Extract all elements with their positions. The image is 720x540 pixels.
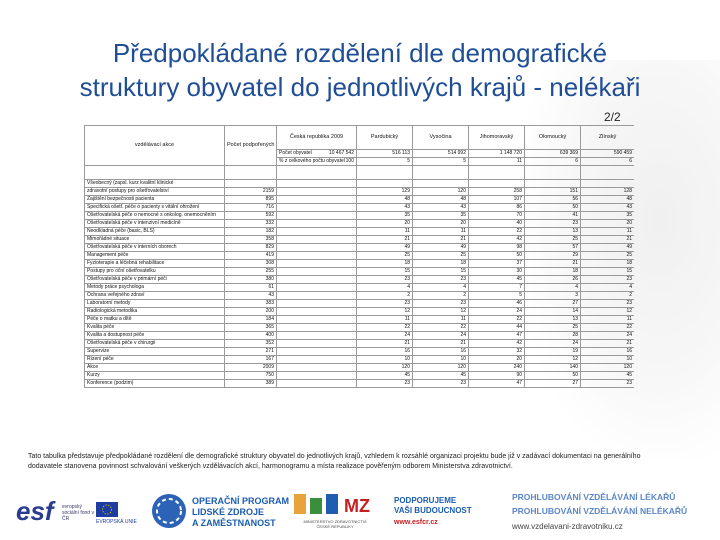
table-row bbox=[85, 292, 635, 300]
table-row bbox=[85, 236, 635, 244]
region-value-cell: 22 bbox=[469, 316, 525, 324]
cr-cell bbox=[277, 260, 357, 268]
esf-logo bbox=[14, 494, 58, 535]
cr-cell bbox=[277, 348, 357, 356]
population-cell: 1 148 720 bbox=[469, 150, 525, 158]
region-value-cell: 25 bbox=[525, 324, 581, 332]
region-value-cell: 13 bbox=[525, 228, 581, 236]
region-value-cell: 35 bbox=[581, 212, 635, 220]
cr-cell bbox=[277, 268, 357, 276]
esf-logo-icon bbox=[14, 494, 58, 530]
region-value-cell: 12 bbox=[581, 308, 635, 316]
region-value-cell: 43 bbox=[413, 204, 469, 212]
cr-cell bbox=[277, 236, 357, 244]
region-value-cell: 47 bbox=[469, 332, 525, 340]
share-cell: 6 bbox=[581, 158, 635, 166]
region-value-cell bbox=[525, 180, 581, 188]
population-cell: 590 459 bbox=[581, 150, 635, 158]
count-cell: 365 bbox=[225, 324, 277, 332]
table-row bbox=[85, 212, 635, 220]
cr-cell bbox=[277, 252, 357, 260]
region-value-cell: 151 bbox=[525, 188, 581, 196]
course-name-cell: Ošetřovatelská péče v chirurgii bbox=[85, 340, 225, 348]
region-value-cell: 49 bbox=[581, 244, 635, 252]
count-cell: 419 bbox=[225, 252, 277, 260]
region-value-cell: 240 bbox=[469, 364, 525, 372]
count-cell: 383 bbox=[225, 300, 277, 308]
header-region: Vysočina bbox=[413, 126, 469, 150]
table-row bbox=[85, 316, 635, 324]
region-value-cell: 15 bbox=[581, 268, 635, 276]
share-cell: 5 bbox=[357, 158, 413, 166]
region-value-cell: 120 bbox=[581, 364, 635, 372]
region-value-cell: 25 bbox=[357, 252, 413, 260]
table-footnote: Tato tabulka představuje předpokládané rozdělení dle demografické struktury obyvatel do jednotlivých krajů, vzhledem k rozsáhlé organizaci projektu bude již v zadávací dokumentaci na generálního dodavatele stanovena povinnost schvalování veškerých vzdělávacích akcí, harmonogramu a místa realizace pověřeným odborem Ministerstva zdravotnictví. bbox=[28, 453, 641, 470]
cr-cell bbox=[277, 324, 357, 332]
cr-cell bbox=[277, 316, 357, 324]
region-value-cell: 129 bbox=[357, 188, 413, 196]
header-region: Zlínský bbox=[581, 126, 635, 150]
cr-cell bbox=[277, 308, 357, 316]
region-value-cell: 10 bbox=[413, 356, 469, 364]
region-value-cell: 48 bbox=[413, 196, 469, 204]
region-value-cell: 24 bbox=[469, 308, 525, 316]
count-cell: 895 bbox=[225, 196, 277, 204]
cr-cell bbox=[277, 212, 357, 220]
region-value-cell: 21 bbox=[525, 260, 581, 268]
region-value-cell: 12 bbox=[413, 308, 469, 316]
region-value-cell: 20 bbox=[581, 220, 635, 228]
table-row bbox=[85, 220, 635, 228]
share-cr: % z celkového počtu obyvatel 100 bbox=[277, 158, 357, 166]
region-value-cell: 11 bbox=[357, 316, 413, 324]
region-value-cell: 25 bbox=[525, 236, 581, 244]
region-value-cell: 21 bbox=[357, 236, 413, 244]
course-name-cell: Metody práce psychologa bbox=[85, 284, 225, 292]
region-value-cell: 18 bbox=[581, 260, 635, 268]
region-value-cell: 107 bbox=[469, 196, 525, 204]
header-region: Olomoucký bbox=[525, 126, 581, 150]
course-name-cell: Kurzy bbox=[85, 372, 225, 380]
region-value-cell: 86 bbox=[469, 204, 525, 212]
region-value-cell: 4 bbox=[357, 284, 413, 292]
region-value-cell: 43 bbox=[357, 204, 413, 212]
share-cell: 11 bbox=[469, 158, 525, 166]
support-url: www.esfcr.cz bbox=[394, 519, 438, 526]
region-value-cell: 28 bbox=[525, 332, 581, 340]
course-name-cell: Ochrana veřejného zdraví bbox=[85, 292, 225, 300]
cr-cell bbox=[277, 228, 357, 236]
count-cell: 255 bbox=[225, 268, 277, 276]
count-cell: 43 bbox=[225, 292, 277, 300]
count-cell: 200 bbox=[225, 308, 277, 316]
header-course: vzdělávací akce bbox=[85, 126, 225, 166]
table-header-row bbox=[85, 126, 635, 150]
region-value-cell: 35 bbox=[413, 212, 469, 220]
op-program-text: OPERAČNÍ PROGRAM LIDSKÉ ZDROJE A ZAMĚSTNANOST bbox=[192, 496, 290, 528]
eu-caption: EVROPSKÁ UNIE bbox=[96, 519, 137, 525]
cr-cell bbox=[277, 188, 357, 196]
region-value-cell: 45 bbox=[357, 372, 413, 380]
region-value-cell: 21 bbox=[357, 340, 413, 348]
region-value-cell: 10 bbox=[581, 356, 635, 364]
region-value-cell: 26 bbox=[525, 276, 581, 284]
region-value-cell: 7 bbox=[469, 284, 525, 292]
table-row bbox=[85, 364, 635, 372]
share-cell: 6 bbox=[525, 158, 581, 166]
table-row bbox=[85, 252, 635, 260]
svg-text:esf: esf bbox=[16, 496, 54, 526]
region-value-cell: 24 bbox=[525, 340, 581, 348]
region-value-cell: 2 bbox=[357, 292, 413, 300]
region-value-cell: 140 bbox=[525, 364, 581, 372]
region-value-cell: 50 bbox=[469, 252, 525, 260]
region-value-cell: 22 bbox=[469, 228, 525, 236]
cr-cell bbox=[277, 380, 357, 388]
region-value-cell: 42 bbox=[469, 340, 525, 348]
count-cell: 750 bbox=[225, 372, 277, 380]
course-name-cell: Péče o matku a dítě bbox=[85, 316, 225, 324]
esf-caption: evropský sociální fond v ČR bbox=[62, 504, 94, 522]
course-name-cell: Konference (podzim) bbox=[85, 380, 225, 388]
region-value-cell: 20 bbox=[469, 356, 525, 364]
cr-cell bbox=[277, 204, 357, 212]
region-value-cell: 50 bbox=[525, 204, 581, 212]
population-cell: 639 369 bbox=[525, 150, 581, 158]
region-value-cell: 23 bbox=[413, 300, 469, 308]
count-cell: 352 bbox=[225, 340, 277, 348]
cr-cell bbox=[277, 356, 357, 364]
table-row bbox=[85, 276, 635, 284]
region-value-cell: 12 bbox=[525, 356, 581, 364]
region-value-cell: 57 bbox=[525, 244, 581, 252]
region-value-cell bbox=[469, 180, 525, 188]
cr-cell bbox=[277, 276, 357, 284]
course-name-cell: Kvalita a dostupnost péče bbox=[85, 332, 225, 340]
region-value-cell: 30 bbox=[469, 268, 525, 276]
region-value-cell: 47 bbox=[469, 380, 525, 388]
count-cell: 400 bbox=[225, 332, 277, 340]
course-name-cell: Akce bbox=[85, 364, 225, 372]
region-value-cell: 4 bbox=[581, 284, 635, 292]
course-name-cell: Radiologická metodika bbox=[85, 308, 225, 316]
table-row bbox=[85, 204, 635, 212]
cr-cell bbox=[277, 340, 357, 348]
course-name-cell: Ošetřovatelská péče v interních oborech bbox=[85, 244, 225, 252]
course-name-cell: Fyzioterapie a léčebná rehabilitace bbox=[85, 260, 225, 268]
region-value-cell bbox=[357, 180, 413, 188]
count-cell: 184 bbox=[225, 316, 277, 324]
count-cell: 592 bbox=[225, 212, 277, 220]
table-row bbox=[85, 244, 635, 252]
count-cell: 2009 bbox=[225, 364, 277, 372]
cr-cell bbox=[277, 372, 357, 380]
region-value-cell: 32 bbox=[469, 348, 525, 356]
region-value-cell: 22 bbox=[357, 324, 413, 332]
program-url: www.vzdelavani-zdravotniku.cz bbox=[512, 522, 623, 531]
page-indicator: 2/2 bbox=[604, 110, 621, 124]
region-value-cell: 50 bbox=[525, 372, 581, 380]
count-cell: 332 bbox=[225, 220, 277, 228]
region-value-cell: 4 bbox=[413, 284, 469, 292]
course-name-cell: Laboratorní metody bbox=[85, 300, 225, 308]
region-value-cell: 40 bbox=[469, 220, 525, 228]
region-value-cell: 23 bbox=[357, 300, 413, 308]
region-value-cell: 3 bbox=[525, 292, 581, 300]
region-value-cell: 12 bbox=[357, 308, 413, 316]
count-cell: 308 bbox=[225, 260, 277, 268]
region-value-cell: 16 bbox=[581, 348, 635, 356]
region-value-cell: 49 bbox=[357, 244, 413, 252]
cr-cell bbox=[277, 300, 357, 308]
count-cell: 380 bbox=[225, 276, 277, 284]
table-row bbox=[85, 332, 635, 340]
table-row bbox=[85, 188, 635, 196]
region-value-cell: 45 bbox=[413, 372, 469, 380]
table-row bbox=[85, 196, 635, 204]
count-cell: 389 bbox=[225, 380, 277, 388]
region-value-cell: 48 bbox=[581, 196, 635, 204]
table-row bbox=[85, 260, 635, 268]
region-value-cell: 70 bbox=[469, 212, 525, 220]
region-value-cell: 2 bbox=[413, 292, 469, 300]
region-value-cell: 56 bbox=[525, 196, 581, 204]
population-cr: Počet obyvatel 10 467 542 bbox=[277, 150, 357, 158]
region-value-cell: 41 bbox=[525, 212, 581, 220]
ministry-caption: MINISTERSTVO ZDRAVOTNICTVÍ ČESKÉ REPUBLIKY bbox=[303, 519, 367, 529]
table-row bbox=[85, 300, 635, 308]
table-row bbox=[85, 284, 635, 292]
table-row bbox=[85, 380, 635, 388]
cr-cell bbox=[277, 364, 357, 372]
region-value-cell: 19 bbox=[525, 348, 581, 356]
region-value-cell: 20 bbox=[357, 220, 413, 228]
table-row bbox=[85, 372, 635, 380]
region-value-cell: 10 bbox=[357, 356, 413, 364]
cr-cell bbox=[277, 244, 357, 252]
region-value-cell bbox=[413, 180, 469, 188]
course-name-cell: Management péče bbox=[85, 252, 225, 260]
course-name-cell: Ošetřovatelská péče o nemocné s onkolog. onemocněním bbox=[85, 212, 225, 220]
course-name-cell: Neodkladná péče (basic, BLS) bbox=[85, 228, 225, 236]
region-value-cell: 46 bbox=[469, 300, 525, 308]
count-cell: 61 bbox=[225, 284, 277, 292]
count-cell: 716 bbox=[225, 204, 277, 212]
count-cell: 829 bbox=[225, 244, 277, 252]
eu-flag-icon bbox=[96, 502, 118, 517]
region-value-cell: 11 bbox=[357, 228, 413, 236]
program-text: PROHLUBOVÁNÍ VZDĚLÁVÁNÍ LÉKAŘŮ PROHLUBOVÁNÍ VZDĚLÁVÁNÍ NELÉKAŘŮ bbox=[512, 492, 688, 516]
region-value-cell: 120 bbox=[413, 188, 469, 196]
region-value-cell: 258 bbox=[469, 188, 525, 196]
region-value-cell: 23 bbox=[525, 220, 581, 228]
distribution-table bbox=[84, 125, 634, 388]
region-value-cell: 90 bbox=[469, 372, 525, 380]
count-cell: 358 bbox=[225, 236, 277, 244]
title-line-2: struktury obyvatel do jednotlivých krajů - nelékaři bbox=[79, 72, 641, 102]
cr-cell bbox=[277, 220, 357, 228]
course-name-cell: Mimořádné situace bbox=[85, 236, 225, 244]
course-name-cell: Ošetřovatelská péče v primární péči bbox=[85, 276, 225, 284]
region-value-cell: 23 bbox=[357, 276, 413, 284]
region-value-cell: 11 bbox=[581, 316, 635, 324]
region-value-cell: 23 bbox=[581, 380, 635, 388]
table-row bbox=[85, 340, 635, 348]
region-value-cell: 98 bbox=[469, 244, 525, 252]
table-spacer-row bbox=[85, 166, 635, 180]
course-name-cell: Řízení péče bbox=[85, 356, 225, 364]
region-value-cell: 43 bbox=[581, 204, 635, 212]
region-value-cell: 44 bbox=[469, 324, 525, 332]
region-value-cell: 23 bbox=[581, 300, 635, 308]
course-name-cell: Všeobecný (zapsl. kurz kvalitní klinické bbox=[85, 180, 225, 188]
region-value-cell: 35 bbox=[357, 212, 413, 220]
region-value-cell: 42 bbox=[469, 236, 525, 244]
region-value-cell: 20 bbox=[413, 220, 469, 228]
region-value-cell: 120 bbox=[357, 364, 413, 372]
svg-text:MZ: MZ bbox=[344, 496, 370, 516]
region-value-cell: 18 bbox=[525, 268, 581, 276]
footer-logos bbox=[0, 486, 720, 540]
region-value-cell: 37 bbox=[469, 260, 525, 268]
count-cell: 182 bbox=[225, 228, 277, 236]
region-value-cell: 27 bbox=[525, 300, 581, 308]
region-value-cell: 22 bbox=[413, 324, 469, 332]
region-value-cell: 14 bbox=[525, 308, 581, 316]
cr-cell bbox=[277, 180, 357, 188]
region-value-cell: 27 bbox=[525, 380, 581, 388]
region-value-cell: 128 bbox=[581, 188, 635, 196]
table-row bbox=[85, 308, 635, 316]
region-value-cell: 5 bbox=[469, 292, 525, 300]
course-name-cell: zdravotní postupy pro ošetřovatelství bbox=[85, 188, 225, 196]
region-value-cell: 24 bbox=[357, 332, 413, 340]
course-name-cell: Supervize bbox=[85, 348, 225, 356]
region-value-cell: 29 bbox=[525, 252, 581, 260]
region-value-cell: 49 bbox=[413, 244, 469, 252]
region-value-cell: 15 bbox=[413, 268, 469, 276]
course-name-cell: Postupy pro oční ošetřovatelku bbox=[85, 268, 225, 276]
region-value-cell: 18 bbox=[357, 260, 413, 268]
distribution-table-container bbox=[84, 125, 634, 440]
region-value-cell: 45 bbox=[469, 276, 525, 284]
count-cell bbox=[225, 180, 277, 188]
region-value-cell: 25 bbox=[581, 252, 635, 260]
region-value-cell: 16 bbox=[357, 348, 413, 356]
population-cell: 516 113 bbox=[357, 150, 413, 158]
header-cr: Česká republika 2009 bbox=[277, 126, 357, 150]
region-value-cell: 24 bbox=[581, 332, 635, 340]
table-row bbox=[85, 268, 635, 276]
header-region: Pardubický bbox=[357, 126, 413, 150]
region-value-cell: 24 bbox=[413, 332, 469, 340]
course-name-cell: Ošetřovatelská péče v intenzivní medicíně bbox=[85, 220, 225, 228]
course-name-cell: Kvalita péče bbox=[85, 324, 225, 332]
table-row bbox=[85, 180, 635, 188]
region-value-cell: 120 bbox=[413, 364, 469, 372]
cr-cell bbox=[277, 284, 357, 292]
table-row bbox=[85, 228, 635, 236]
region-value-cell: 15 bbox=[357, 268, 413, 276]
region-value-cell: 23 bbox=[413, 380, 469, 388]
course-name-cell: Zajištění bezpečnosti pacienta bbox=[85, 196, 225, 204]
region-value-cell: 18 bbox=[413, 260, 469, 268]
region-value-cell: 4 bbox=[525, 284, 581, 292]
count-cell: 271 bbox=[225, 348, 277, 356]
region-value-cell: 25 bbox=[413, 252, 469, 260]
region-value-cell: 22 bbox=[581, 324, 635, 332]
title-line-1: Předpokládané rozdělení dle demografické bbox=[112, 38, 608, 68]
cr-cell bbox=[277, 292, 357, 300]
region-value-cell bbox=[581, 180, 635, 188]
course-name-cell: Specifická ošetř. péče o pacienty s vitální ohrožení bbox=[85, 204, 225, 212]
table-row bbox=[85, 348, 635, 356]
region-value-cell: 21 bbox=[413, 236, 469, 244]
region-value-cell: 21 bbox=[413, 340, 469, 348]
region-value-cell: 23 bbox=[357, 380, 413, 388]
population-cell: 514 992 bbox=[413, 150, 469, 158]
region-value-cell: 21 bbox=[581, 236, 635, 244]
table-row bbox=[85, 324, 635, 332]
header-count: Počet podpořených bbox=[225, 126, 277, 166]
region-value-cell: 23 bbox=[581, 276, 635, 284]
cr-cell bbox=[277, 332, 357, 340]
share-cell: 5 bbox=[413, 158, 469, 166]
region-value-cell: 11 bbox=[581, 228, 635, 236]
region-value-cell: 48 bbox=[357, 196, 413, 204]
support-text: PODPORUJEME VAŠI BUDOUCNOST bbox=[394, 496, 472, 515]
region-value-cell: 16 bbox=[413, 348, 469, 356]
region-value-cell: 11 bbox=[413, 316, 469, 324]
region-value-cell: 23 bbox=[413, 276, 469, 284]
region-value-cell: 13 bbox=[525, 316, 581, 324]
region-value-cell: 11 bbox=[413, 228, 469, 236]
region-value-cell: 45 bbox=[581, 372, 635, 380]
table-row bbox=[85, 356, 635, 364]
slide-title bbox=[10, 36, 710, 104]
region-value-cell: 2 bbox=[581, 292, 635, 300]
count-cell: 2159 bbox=[225, 188, 277, 196]
region-value-cell: 21 bbox=[581, 340, 635, 348]
header-region: Jihomoravský bbox=[469, 126, 525, 150]
count-cell: 167 bbox=[225, 356, 277, 364]
cr-cell bbox=[277, 196, 357, 204]
op-badge-icon bbox=[152, 494, 186, 528]
